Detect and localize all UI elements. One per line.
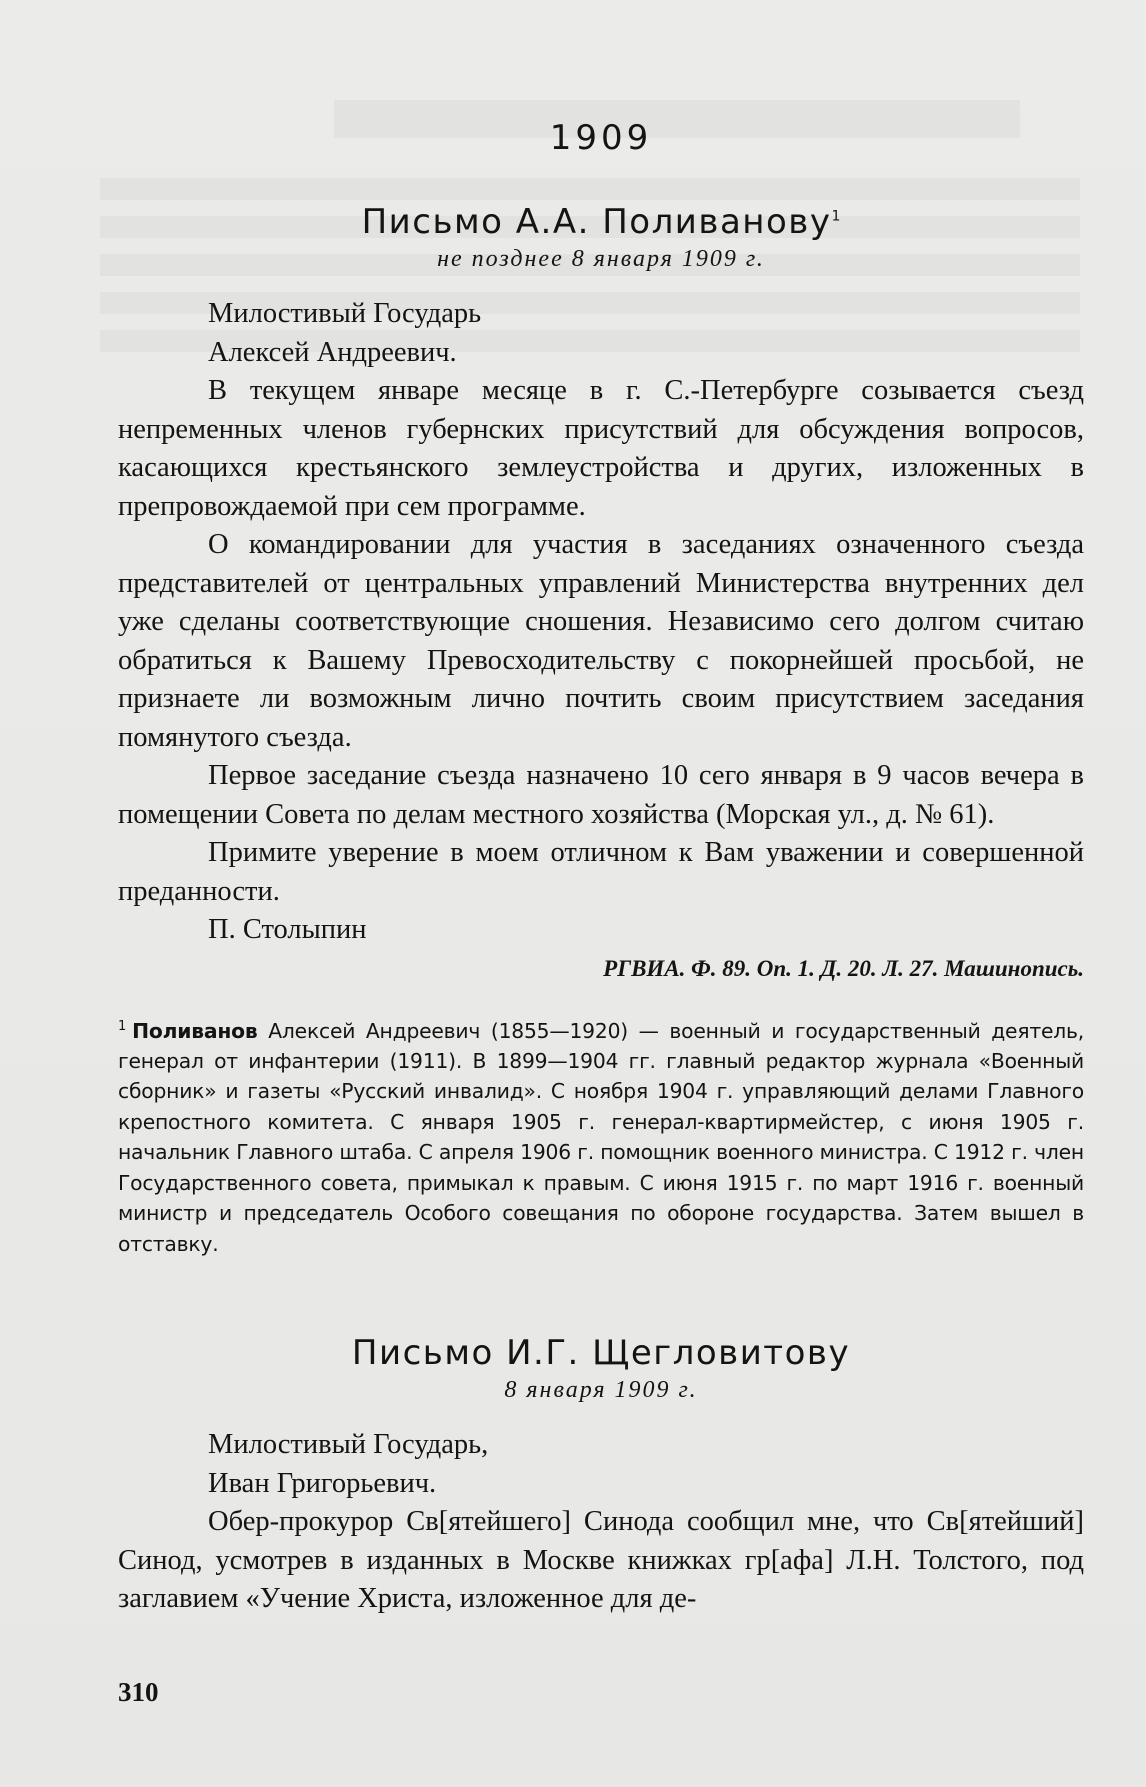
archive-source: РГВИА. Ф. 89. Оп. 1. Д. 20. Л. 27. Машинопись. [603, 955, 1084, 981]
salutation-name: Алексей Андреевич. [208, 336, 457, 368]
letter-title: Письмо И.Г. Щегловитову [351, 1333, 851, 1374]
letter-body [118, 295, 1084, 950]
footnote-marker: 1 [831, 208, 841, 225]
letter-shcheglovitov [118, 1333, 1084, 1619]
paragraph: Примите уверение в моем отличном к Вам уважении и совершенной преданности. [118, 837, 1084, 907]
page-number: 310 [118, 1677, 159, 1707]
year-heading: 1909 [549, 118, 653, 158]
footnote-name: Поливанов [132, 1018, 258, 1043]
letter-date: не позднее 8 января 1909 г. [437, 246, 765, 272]
paragraph: Первое заседание съезда назначено 10 сего января в 9 часов вечера в помещении Совета по делам местного хозяйства (Морская ул., д. № 61). [118, 760, 1084, 830]
paragraph: Обер-прокурор Св[ятейшего] Синода сообщил мне, что Св[ятейший] Синод, усмотрев в изданных в Москве книжках гр[афа] Л.Н. Толстого, под заглавием «Учение Христа, изложенное для де- [118, 1506, 1084, 1615]
footnote [118, 1012, 1084, 1260]
paragraph: О командировании для участия в заседаниях означенного съезда представителей от центральных управлений Министерства внутренних дел уже сделаны соответствующие сношения. Независимо сего долгом считаю обратиться к Вашему Превосходительству с покорнейшей просьбой, не признаете ли возможным лично почтить своим присутствием заседания помянутого съезда. [118, 529, 1084, 753]
letter-title [118, 202, 1084, 242]
signature: П. Столыпин [208, 914, 367, 945]
letter-body [118, 1426, 1084, 1619]
letter-date: 8 января 1909 г. [504, 1377, 698, 1404]
letter-title-text: Письмо А.А. Поливанову [361, 202, 832, 242]
salutation-line: Милостивый Государь [208, 298, 482, 329]
footnote-text: Алексей Андреевич (1855—1920) — военный и государственный деятель, генерал от инфантерии (1911). В 1899—1904 гг. главный редактор журнала «Военный сборник» и газеты «Русский инвалид». С ноября 1904 г. управляющий делами Главного крепостного комитета. С января 1905 г. генерал-квартирмейстер, с июня 1905 г. начальник Главного штаба. С апреля 1906 г. помощник военного министра. С 1912 г. член Государственного совета, примыкал к правым. С июня 1915 г. по март 1916 г. военный министр и председатель Особого совещания по обороне государства. Затем вышел в отставку. [118, 1018, 1084, 1256]
footnote-number: 1 [118, 1018, 127, 1034]
salutation-name: Иван Григорьевич. [208, 1467, 437, 1499]
paragraph: В текущем январе месяце в г. С.-Петербурге созывается съезд непременных членов губернских присутствий для обсуждения вопросов, касающихся крестьянского землеустройства и других, изложенных в препровождаемой при сем программе. [118, 375, 1084, 522]
page-content [118, 118, 1084, 1619]
salutation-line: Милостивый Государь, [208, 1429, 489, 1461]
letter-polivanov [118, 202, 1084, 1259]
